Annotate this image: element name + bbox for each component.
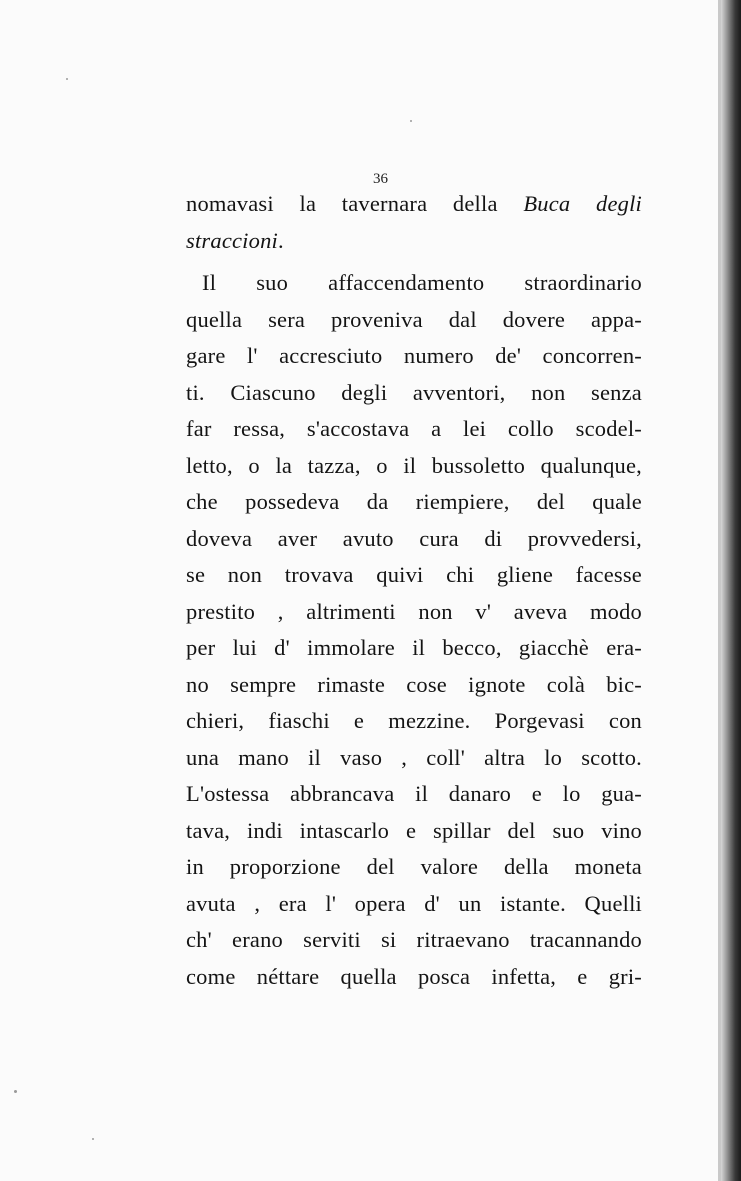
text-line: straccioni.: [186, 227, 284, 253]
text-line: no sempre rimaste cose ignote colà bic-: [186, 671, 642, 697]
page-number: 36: [373, 171, 388, 187]
text-line: chieri, fiaschi e mezzine. Porgevasi con: [186, 708, 642, 733]
paper-speck: [14, 1090, 17, 1093]
paper-speck: [66, 78, 68, 80]
text-line: se non trovava quivi chi gliene facesse: [186, 562, 642, 587]
text-line: come néttare quella posca infetta, e gri-: [186, 963, 642, 989]
paper-speck: [92, 1138, 94, 1140]
text-line: L'ostessa abbrancava il danaro e lo gua-: [186, 781, 642, 806]
text-line: in proporzione del valore della moneta: [186, 854, 642, 879]
text-line: che possedeva da riempiere, del quale: [186, 489, 642, 514]
text-line: far ressa, s'accostava a lei collo scodel-: [186, 416, 642, 441]
text-line: quella sera proveniva dal dovere appa-: [186, 306, 642, 332]
text-line: prestito , altrimenti non v' aveva modo: [186, 598, 642, 624]
text-line: tava, indi intascarlo e spillar del suo vino: [186, 817, 642, 843]
text-line: una mano il vaso , coll' altra lo scotto.: [186, 744, 642, 770]
text-line: per lui d' immolare il becco, giacchè era-: [186, 635, 642, 660]
text-line: nomavasi la tavernara della Buca degli: [186, 191, 642, 216]
text-line: doveva aver avuto cura di provvedersi,: [186, 525, 642, 551]
body-text: [186, 186, 642, 995]
text-line: Il suo affaccendamento straordinario: [202, 270, 642, 295]
text-line: gare l' accresciuto numero de' concorren-: [186, 343, 642, 368]
text-line: ch' erano serviti si ritraevano tracannando: [186, 927, 642, 952]
text-line: letto, o la tazza, o il bussoletto qualunque,: [186, 452, 642, 478]
text-line: ti. Ciascuno degli avventori, non senza: [186, 379, 642, 405]
paper-speck: [410, 120, 412, 122]
book-binding-edge: [721, 0, 741, 1181]
text-line: avuta , era l' opera d' un istante. Quelli: [186, 890, 642, 916]
